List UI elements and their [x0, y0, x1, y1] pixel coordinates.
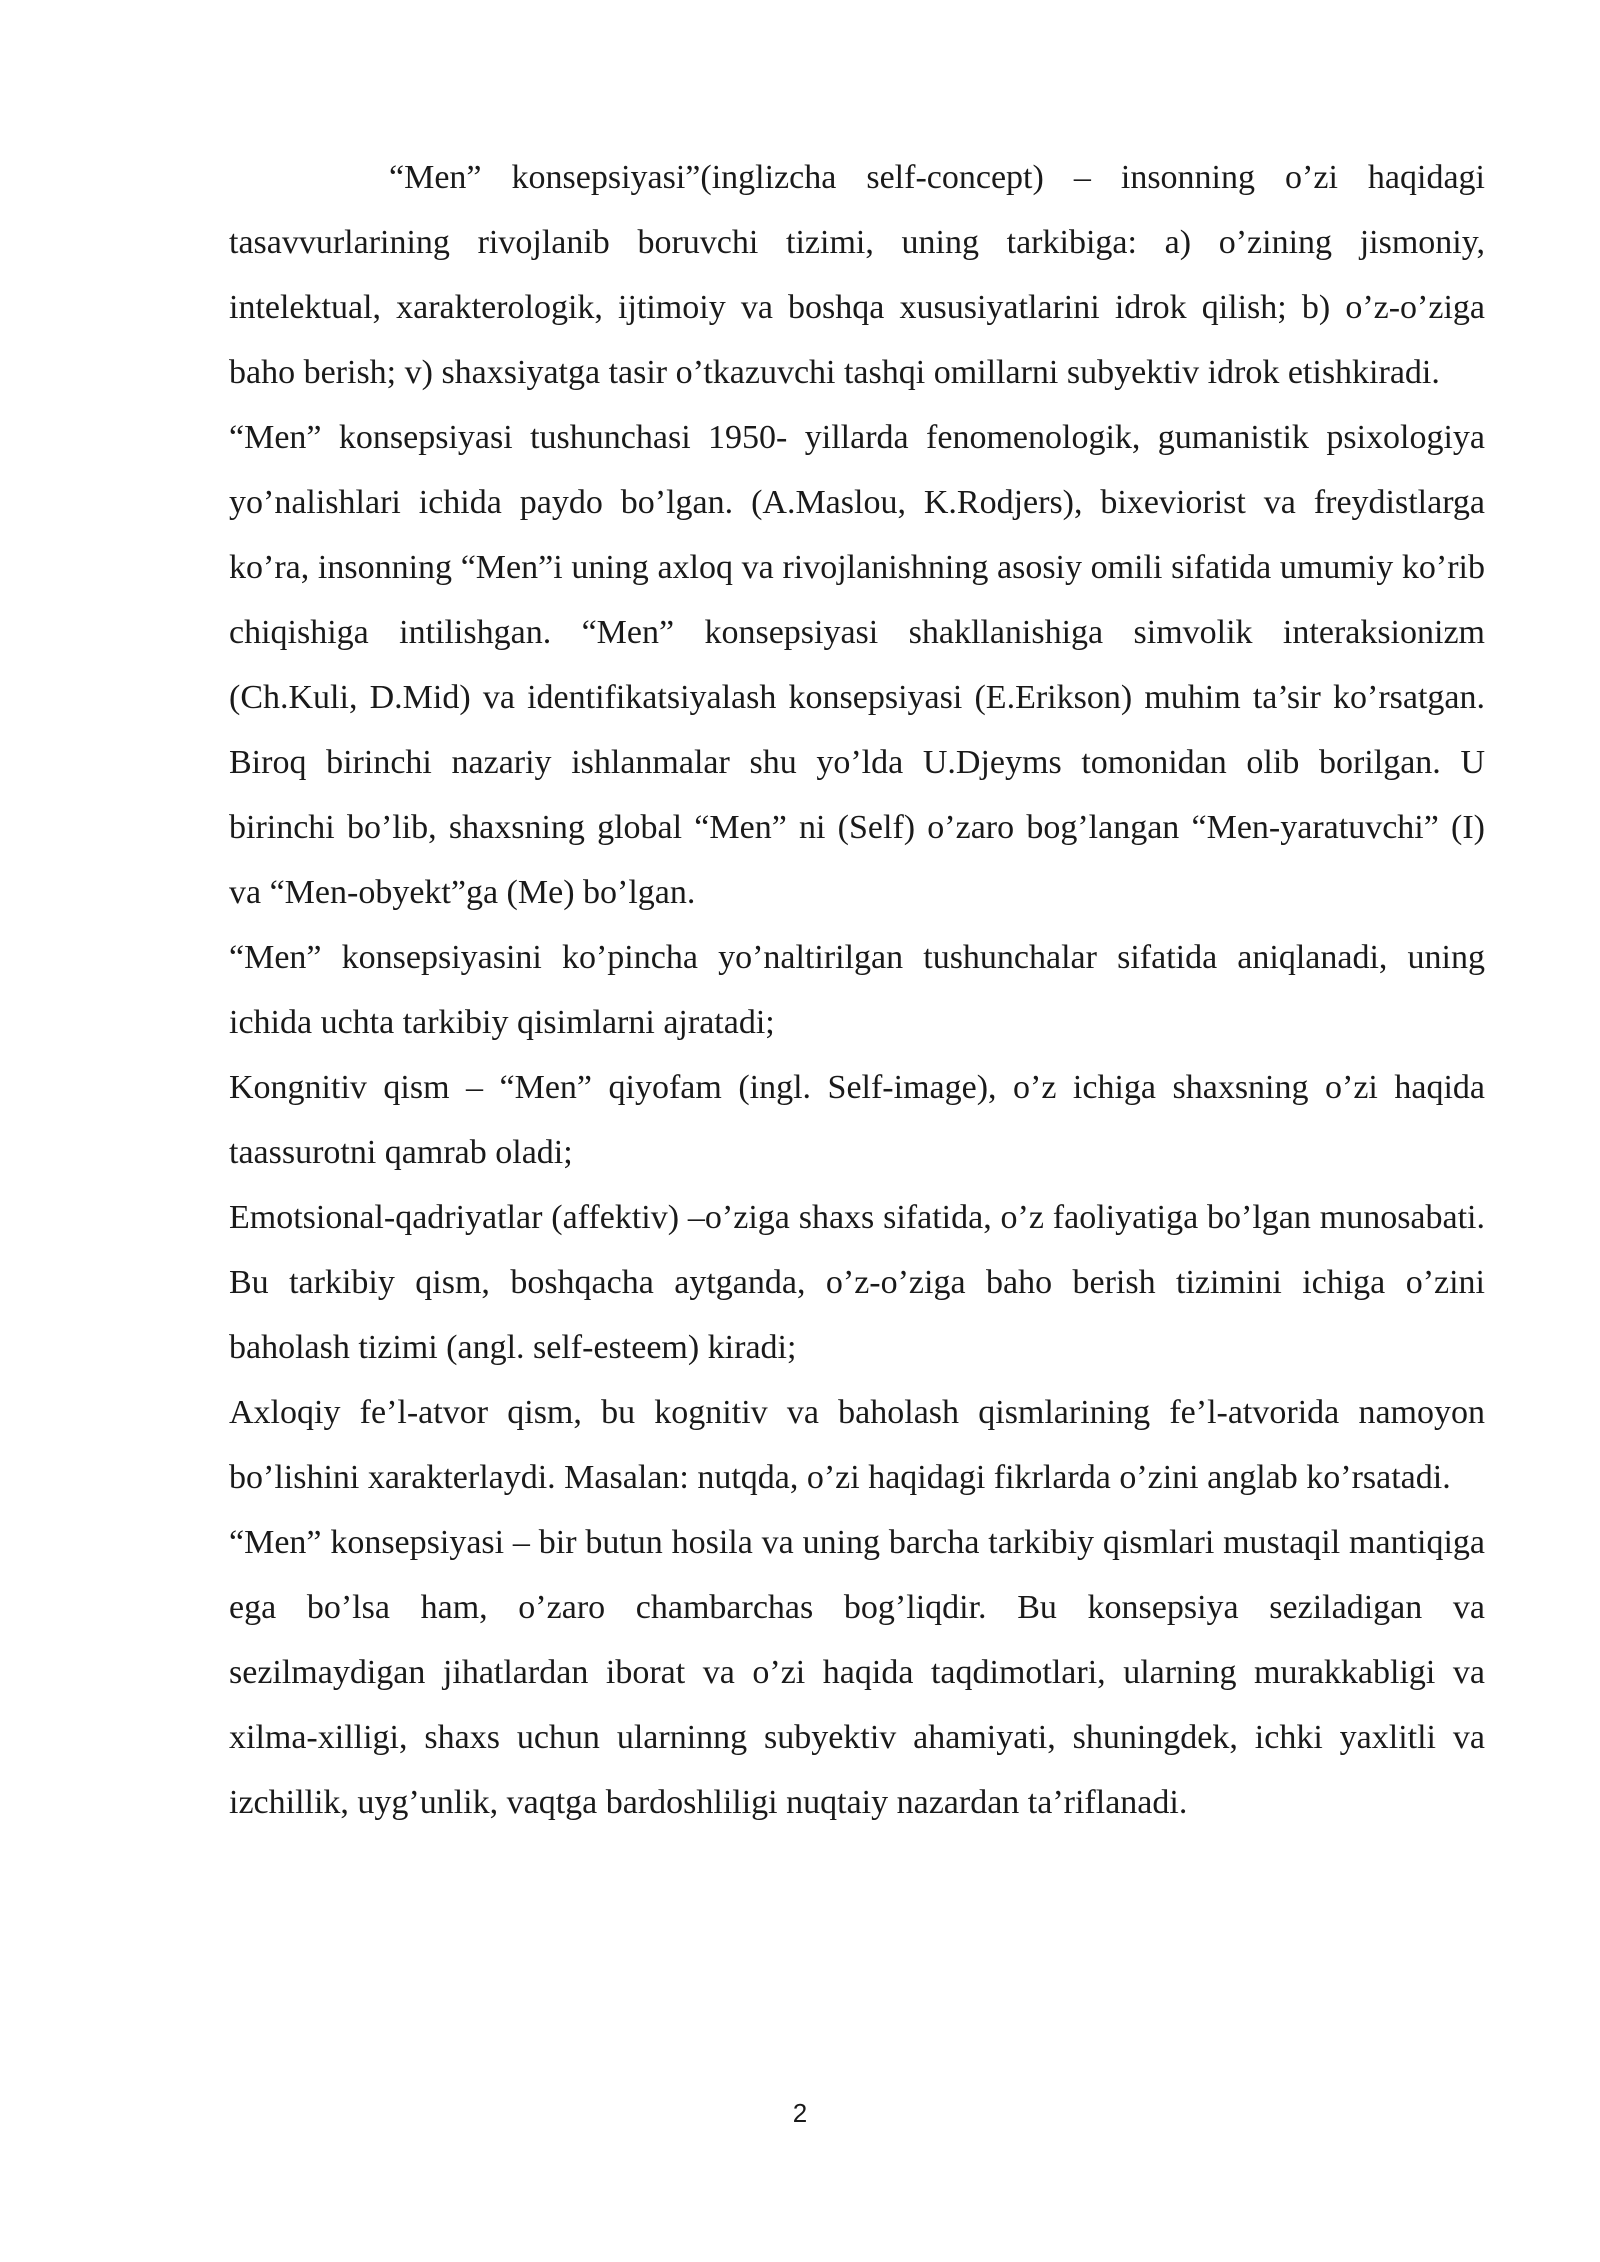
paragraph-concept-history: “Men” konsepsiyasi tushunchasi 1950- yillarda fenomenologik, gumanistik psixologiya yo’nalishlari ichida paydo bo’lgan. (A.Maslou, K.Rodjers), bixeviorist va freydistlarga ko’ra, insonning “Men”i uning axloq va rivojlanishning asosiy omili sifatida umumiy ko’rib chiqishiga intilishgan. “Men” konsepsiyasi shakllanishiga simvolik interaksionizm (Ch.Kuli, D.Mid) va identifikatsiyalash konsepsiyasi (E.Erikson) muhim ta’sir ko’rsatgan. Biroq birinchi nazariy ishlanmalar shu yo’lda U.Djeyms tomonidan olib borilgan. U birinchi bo’lib, shaxsning global “Men” ni (Self) o’zaro bog’langan “Men-yaratuvchi” (I) va “Men-obyekt”ga (Me) bo’lgan.: [229, 419, 1485, 911]
paragraph-behavioral-component: Axloqiy fe’l-atvor qism, bu kognitiv va baholash qismlarining fe’l-atvorida namoyon bo’lishini xarakterlaydi. Masalan: nutqda, o’zi haqidagi fikrlarda o’zini anglab ko’rsatadi.: [229, 1394, 1485, 1496]
paragraph-emotional-component: Emotsional-qadriyatlar (affektiv) –o’ziga shaxs sifatida, o’z faoliyatiga bo’lgan munosabati. Bu tarkibiy qism, boshqacha aytganda, o’z-o’ziga baho berish tizimini ichiga o’zini baholash tizimi (angl. self-esteem) kiradi;: [229, 1199, 1485, 1366]
paragraph-concept-summary: “Men” konsepsiyasi – bir butun hosila va uning barcha tarkibiy qismlari mustaqil mantiqiga ega bo’lsa ham, o’zaro chambarchas bog’liqdir. Bu konsepsiya seziladigan va sezilmaydigan jihatlardan iborat va o’zi haqida taqdimotlari, ularning murakkabligi va xilma-xilligi, shaxs uchun ularninng subyektiv ahamiyati, shuningdek, ichki yaxlitli va izchillik, uyg’unlik, vaqtga bardoshliligi nuqtaiy nazardan ta’riflanadi.: [229, 1524, 1485, 1821]
paragraph-self-concept-definition: “Men” konsepsiyasi”(inglizcha self-concept) – insonning o’zi haqidagi tasavvurlarining rivojlanib boruvchi tizimi, uning tarkibiga: a) o’zining jismoniy, intelektual, xarakterologik, ijtimoiy va boshqa xususiyatlarini idrok qilish; b) o’z-o’ziga baho berish; v) shaxsiyatga tasir o’tkazuvchi tashqi omillarni subyektiv idrok etishkiradi.: [229, 159, 1485, 391]
paragraph-cognitive-component: Kongnitiv qism – “Men” qiyofam (ingl. Self-image), o’z ichiga shaxsning o’zi haqida taassurotni qamrab oladi;: [229, 1069, 1485, 1171]
paragraph-components-intro: “Men” konsepsiyasini ko’pincha yo’naltirilgan tushunchalar sifatida aniqlanadi, uning ichida uchta tarkibiy qisimlarni ajratadi;: [229, 939, 1485, 1041]
document-body: [229, 145, 1485, 1835]
page-number: 2: [792, 2098, 808, 2128]
